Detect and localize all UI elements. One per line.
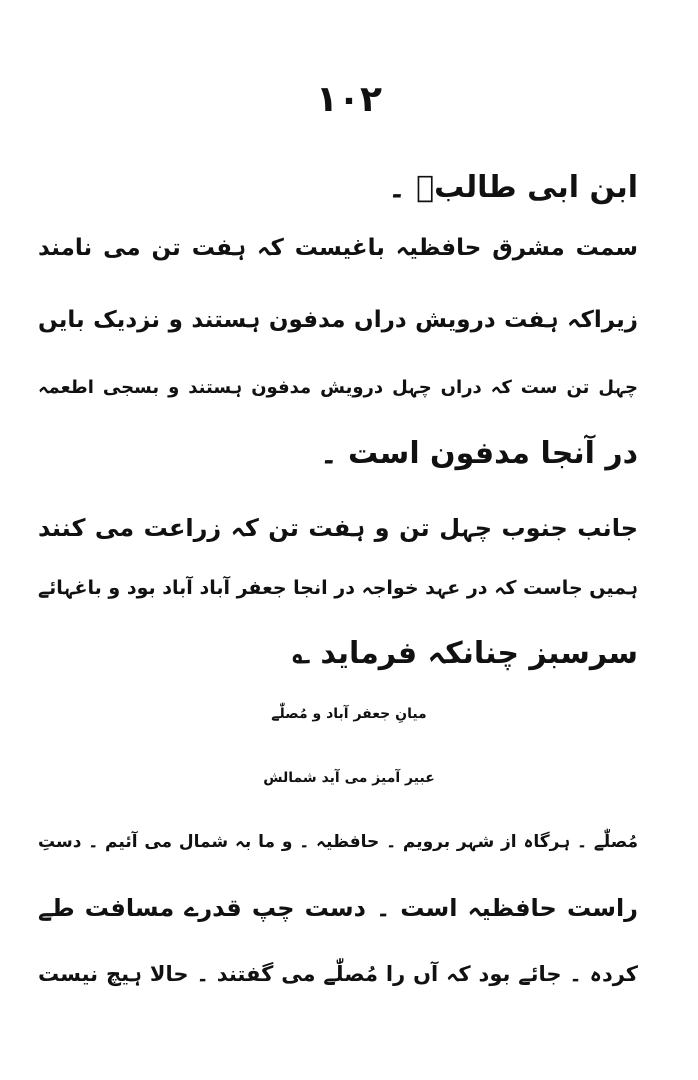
verse-line: عبیر آمیز می آید شمالش [263,770,435,786]
text-line: زیراکہ ہفت درویش دراں مدفون ہستند و نزدیک بایں [38,307,638,333]
page-number: ۱۰۲ [316,79,382,120]
text-line: سرسبز چنانکہ فرماید ؎ [292,636,638,671]
verse-line: میانِ جعفر آباد و مُصلّٰے [271,706,427,722]
text-line: راست حافظیہ است ۔ دست چپ قدرے مسافت طے [38,894,638,922]
text-line: ابن ابی طالبؑ ۔ [388,170,638,205]
text-line: چہل تن ست کہ دراں چہل درویش مدفون ہستند و بسجی اطعمہ [38,377,638,398]
text-line: سمت مشرق حافظیہ باغیست کہ ہفت تن می نامند [38,235,638,261]
text-line: مُصلّٰے ۔ ہرگاہ از شہر برویم ۔ حافظیہ ۔ و ما بہ شمال می آئیم ۔ دستِ [38,832,638,852]
text-line: جانب جنوب چہل تن و ہفت تن کہ زراعت می کنند [38,514,638,542]
text-line: در آنجا مدفون است ۔ [320,436,638,471]
text-line: کردہ ۔ جائے بود کہ آں را مُصلّٰے می گفتند ۔ حالا ہیچ نیست [38,962,638,986]
text-line: ہمیں جاست کہ در عہد خواجہ در انجا جعفر آباد آباد بود و باغہائے [38,577,638,599]
